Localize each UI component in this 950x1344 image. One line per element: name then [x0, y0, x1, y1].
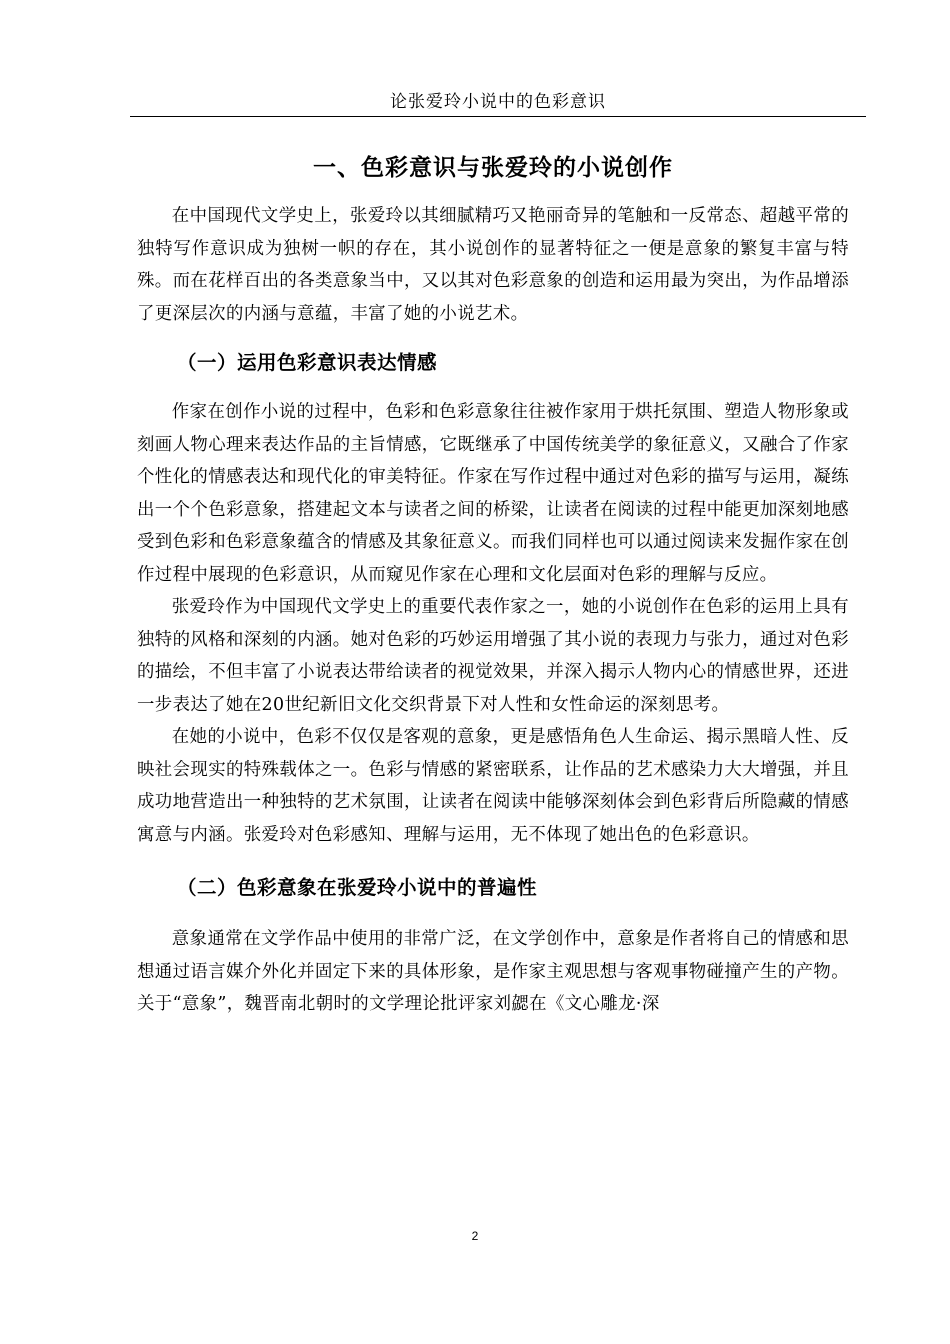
paragraph: 张爱玲作为中国现代文学史上的重要代表作家之一，她的小说创作在色彩的运用上具有独特的风格和深刻的内涵。她对色彩的巧妙运用增强了其小说的表现力与张力，通过对色彩的描绘，不但丰富了小说表达带给读者的视觉效果，并深入揭示人物内心的情感世界，还进一步表达了她在20世纪新旧文化交织背景下对人性和女性命运的深刻思考。 [137, 597, 849, 715]
document-body [137, 140, 849, 1021]
page-number: 2 [471, 1229, 479, 1243]
paragraph: 在她的小说中，色彩不仅仅是客观的意象，更是感悟角色人生命运、揭示黑暗人性、反映社会现实的特殊载体之一。色彩与情感的紧密联系，让作品的艺术感染力大大增强，并且成功地营造出一种独特的艺术氛围，让读者在阅读中能够深刻体会到色彩背后所隐藏的情感寓意与内涵。张爱玲对色彩感知、理解与运用，无不体现了她出色的色彩意识。 [137, 727, 849, 845]
running-header: 论张爱玲小说中的色彩意识 [390, 92, 606, 112]
section-title: 一、色彩意识与张爱玲的小说创作 [313, 155, 673, 181]
paragraph-intro: 在中国现代文学史上，张爱玲以其细腻精巧又艳丽奇异的笔触和一反常态、超越平常的独特写作意识成为独树一帜的存在，其小说创作的显著特征之一便是意象的繁复丰富与特殊。而在花样百出的各类意象当中，又以其对色彩意象的创造和运用最为突出，为作品增添了更深层次的内涵与意蕴，丰富了她的小说艺术。 [137, 206, 849, 324]
subsection-title-2: （二）色彩意象在张爱玲小说中的普遍性 [177, 876, 538, 899]
subsection-title-1: （一）运用色彩意识表达情感 [177, 351, 438, 374]
header-rule [130, 116, 866, 117]
paragraph: 意象通常在文学作品中使用的非常广泛，在文学创作中，意象是作者将自己的情感和思想通过语言媒介外化并固定下来的具体形象，是作家主观思想与客观事物碰撞产生的产物。关于“意象”，魏晋南北朝时的文学理论批评家刘勰在《文心雕龙·深 [137, 929, 849, 1014]
paragraph: 作家在创作小说的过程中，色彩和色彩意象往往被作家用于烘托氛围、塑造人物形象或刻画人物心理来表达作品的主旨情感，它既继承了中国传统美学的象征意义，又融合了作家个性化的情感表达和现代化的审美特征。作家在写作过程中通过对色彩的描写与运用，凝练出一个个色彩意象，搭建起文本与读者之间的桥梁，让读者在阅读的过程中能更加深刻地感受到色彩和色彩意象蕴含的情感及其象征意义。而我们同样也可以通过阅读来发掘作家在创作过程中展现的色彩意识，从而窥见作家在心理和文化层面对色彩的理解与反应。 [137, 402, 849, 585]
